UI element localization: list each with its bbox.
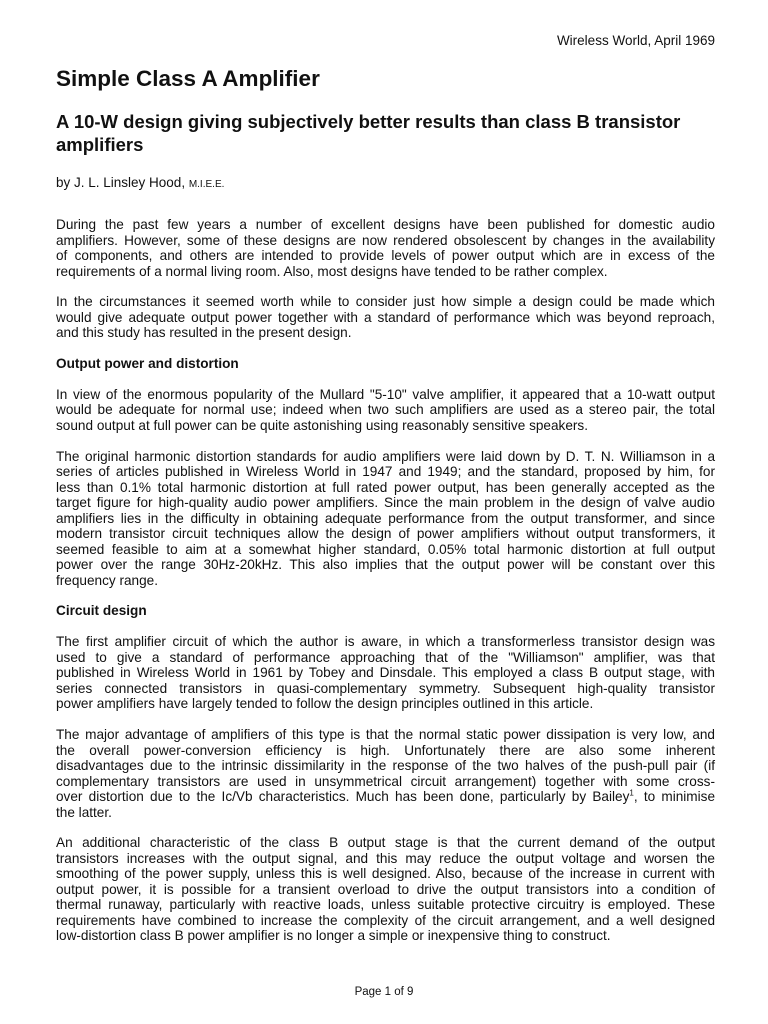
paragraph bbox=[56, 294, 715, 341]
text-line: over distortion due to the Ic/Vb characteristics. Much has been done, particularly by Bailey$^1$, to minimise bbox=[56, 788, 716, 805]
text-line: the latter. bbox=[56, 804, 112, 820]
section-heading: Circuit design bbox=[56, 603, 147, 619]
text-line: In view of the enormous popularity of the Mullard "5-10" valve amplifier, it appeared that a 10-watt output bbox=[56, 386, 715, 402]
paragraph bbox=[56, 727, 715, 820]
text-line: The major advantage of amplifiers of this type is that the normal static power dissipation is very low, and bbox=[56, 727, 715, 743]
text-line: The original harmonic distortion standards for audio amplifiers were laid down by D. T. N. Williamson in a bbox=[56, 448, 715, 464]
paragraph bbox=[56, 835, 715, 944]
byline bbox=[56, 175, 224, 193]
paragraph bbox=[56, 634, 715, 712]
footnote-reference: 1 bbox=[629, 788, 634, 798]
text-line: used to give a standard of performance approaching that of the "Williamson" amplifier, was that bbox=[56, 649, 715, 665]
paragraph bbox=[56, 449, 715, 589]
text-line: power over the range 30Hz-20kHz. This also implies that the output power will be constant over this bbox=[56, 557, 715, 573]
text-line: would be adequate for normal use; indeed when two such amplifiers are used as a stereo pair, the total bbox=[56, 402, 715, 418]
article-subtitle: A 10-W design giving subjectively better results than class B transistor amplifiers bbox=[56, 111, 681, 155]
text-line: would give adequate output power together with a standard of performance which was beyond reproach, bbox=[56, 309, 715, 325]
text-line: thermal runaway, particularly with reactive loads, unless suitable protective circuitry is employed. These bbox=[56, 897, 715, 913]
text-line: of components, and others are intended to provide levels of power output which are in excess of the bbox=[56, 248, 715, 263]
text-line: requirements of a normal living room. Also, most designs have tended to be rather complex. bbox=[56, 263, 608, 279]
text-line: amplifiers lies in the difficulty in obtaining adequate performance from the output transformer, and since bbox=[56, 510, 715, 526]
article-body bbox=[56, 217, 715, 959]
text-line: complementary transistors are used in unsymmetrical circuit arrangement) together with some cross- bbox=[56, 773, 715, 789]
text-line: the overall power-conversion efficiency is high. Unfortunately there are also some inherent bbox=[56, 742, 715, 758]
text-line: transistors increases with the output signal, and this may reduce the output voltage and worsen the bbox=[56, 850, 715, 866]
text-line: and this study has resulted in the present design. bbox=[56, 325, 352, 341]
text-line: sound output at full power can be quite astonishing using reasonably sensitive speakers. bbox=[56, 417, 589, 433]
paragraph bbox=[56, 217, 715, 279]
text-line: smoothing of the power supply, unless this is well designed. Also, because of the increase in current with bbox=[56, 866, 715, 882]
article-title: Simple Class A Amplifier bbox=[56, 66, 320, 91]
author-credentials: M.I.E.E. bbox=[188, 179, 225, 190]
text-line: series connected transistors in quasi-complementary symmetry. Subsequent high-quality transistor bbox=[56, 680, 715, 696]
text-line: modern transistor circuit techniques allow the design of power amplifiers without output transformers, it bbox=[56, 526, 715, 542]
text-line: requirements have combined to increase the complexity of the circuit arrangement, and a well designed bbox=[56, 912, 715, 928]
text-line: frequency range. bbox=[56, 572, 159, 588]
text-line: An additional characteristic of the class B output stage is that the current demand of the output bbox=[56, 835, 715, 851]
text-line: The first amplifier circuit of which the author is aware, in which a transformerless transistor design was bbox=[56, 634, 715, 650]
text-line: less than 0.1% total harmonic distortion at full rated power output, has been generally accepted as the bbox=[56, 479, 715, 495]
text-line: In the circumstances it seemed worth while to consider just how simple a design could be made which bbox=[56, 294, 715, 310]
text-line: low-distortion class B power amplifier is no longer a simple or inexpensive thing to construct. bbox=[56, 928, 611, 944]
text-line: target figure for high-quality audio power amplifiers. Since the main problem in the design of valve audio bbox=[56, 495, 715, 511]
text-line: amplifiers. However, some of these designs are now rendered obsolescent by changes in the availability bbox=[56, 232, 715, 248]
text-line: seemed feasible to aim at a somewhat higher standard, 0.05% total harmonic distortion at full output bbox=[56, 541, 715, 557]
text-line: disadvantages due to the intrinsic dissimilarity in the response of the two halves of the push-pull pair (if bbox=[56, 758, 715, 774]
page-number: Page 1 of 9 bbox=[354, 986, 414, 998]
text-line: power amplifiers have largely tended to follow the design principles outlined in this article. bbox=[56, 696, 594, 712]
text-line: output power, it is possible for a transient overload to drive the output transistors into a condition of bbox=[56, 881, 715, 897]
text-line: published in Wireless World in 1961 by Tobey and Dinsdale. This employed a class B output stage, with bbox=[56, 665, 715, 681]
section-heading: Output power and distortion bbox=[56, 356, 239, 372]
publication-header: Wireless World, April 1969 bbox=[556, 33, 715, 48]
text-line: During the past few years a number of excellent designs have been published for domestic audio bbox=[56, 217, 715, 232]
text-line: series of articles published in Wireless World in 1947 and 1949; and the standard, proposed by him, for bbox=[56, 464, 715, 480]
author-name: by J. L. Linsley Hood, bbox=[56, 175, 189, 190]
paragraph bbox=[56, 387, 715, 434]
